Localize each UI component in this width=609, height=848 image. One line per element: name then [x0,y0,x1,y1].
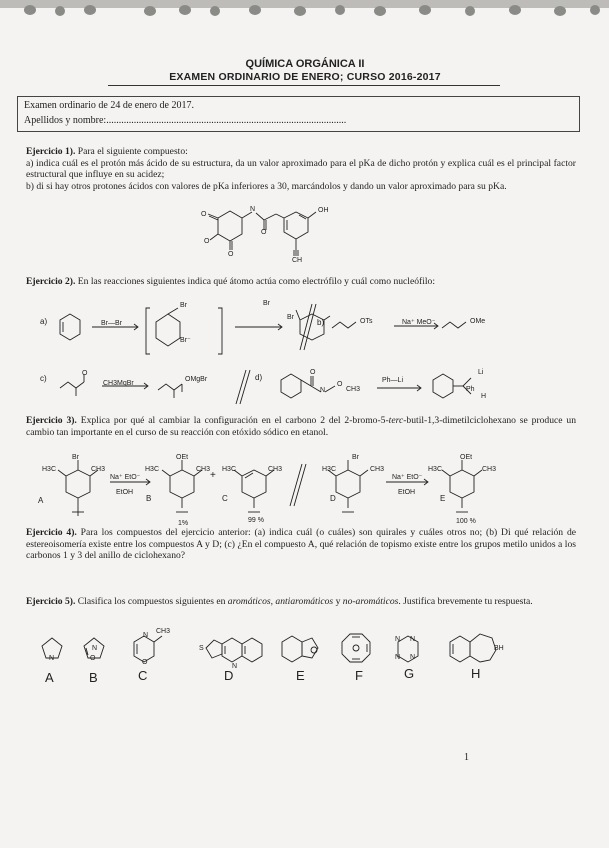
ex3-label-a: A [38,496,44,505]
reaction-d-n: N [320,387,326,394]
exercise-5-sep: , [270,596,276,607]
ex3-plus: + [210,470,216,481]
ex5-c-ch3: CH3 [156,628,171,635]
exercise-1 [26,146,576,192]
ex3-yield-b: 1% [178,520,189,527]
exercise-5-label: Ejercicio 5). [26,596,76,607]
reaction-c-label: c) [40,374,47,383]
exam-subtitle: EXAMEN ORDINARIO DE ENERO; CURSO 2016-2017 [169,71,441,83]
ex3-d-h3c: H3C [322,466,337,473]
ex3-yield-e: 100 % [456,518,476,525]
exercise-3-text-italic: terc [388,415,404,426]
ex1-atom-ch: CH [292,257,303,264]
ex5-c-n: N [143,632,149,639]
compound-label-g: G [404,666,415,681]
header-rule [108,85,500,86]
ex1-atom-n: N [250,206,256,213]
reaction-b-ome: OMe [470,318,486,325]
exercise-3-text-before: Explica por qué al cambiar la configuración en el carbono 2 del 2-bromo-5- [76,415,389,426]
student-name-line[interactable]: Apellidos y nombre:................................................................................................ [24,115,347,126]
compound-label-d: D [224,668,234,683]
ex5-g-n1: N [395,636,401,643]
reaction-d-o1: O [310,369,316,376]
ex5-b-n: N [92,645,98,652]
compound-label-a: A [45,670,54,685]
reaction-d-reagent: Ph—Li [382,377,404,384]
exercise-5-text-1: Clasifica los compuestos siguientes en [75,596,228,607]
ex1-atom-o4: O [261,229,267,236]
reaction-d-h: H [481,393,487,400]
reaction-a-reagent: Br—Br [101,320,122,327]
page-number: 1 [464,752,469,763]
reaction-c-scheme [58,368,258,408]
ex5-g-n4: N [410,654,416,661]
exam-date-line: Examen ordinario de 24 de enero de 2017. [24,100,194,111]
ex3-label-b: B [146,494,152,503]
ex5-g-n2: N [410,636,416,643]
ex5-d-s: S [199,645,204,652]
reaction-b-reagent: Na⁺ MeO⁻ [402,319,436,326]
exam-title: QUÍMICA ORGÁNICA II [245,58,365,70]
exercise-2-label: Ejercicio 2). [26,276,76,287]
reaction-d-och3: O [337,381,343,388]
reaction-a-product-br2: Br [287,314,294,321]
ex1-atom-o1: O [201,211,207,218]
ex5-b-o: O [90,655,96,662]
exercise-5-and: y [333,596,343,607]
exercise-2-text: En las reacciones siguientes indica qué átomo actúa como electrófilo y cuál como nucleófilo: [75,276,436,287]
reaction-c-reagent: CH3MgBr [103,380,134,387]
ex3-d-br: Br [352,454,359,461]
exercise-2 [26,276,576,288]
exercise-1-part-a: a) indica cuál es el protón más ácido de su estructura, da un valor aproximado para el pKa de dicho protón y explica cuál es el principal factor estructural que influye en su acidez; [26,157,576,181]
student-info-box [17,96,580,132]
exercise-5-antiaromatic: antiaromáticos [275,596,334,607]
reaction-c-omgbr: OMgBr [185,376,208,383]
ex3-b-oet: OEt [176,454,189,461]
reaction-d-label: d) [255,373,263,382]
ex3-label-e: E [440,494,446,503]
reaction-c-o: O [82,370,88,377]
exercise-3-label: Ejercicio 3). [26,415,77,426]
exercise-4-text: Para los compuestos del ejercicio anterior: (a) indica cuál (o cuáles) son quirales y cuáles otros no; (b) Di qué relación de estereoisomería existe entre los compuestos A y D; (c) ¿En el compuesto A, qué relación de topismo existe entre los grupos metilo unidos a los carbonos 1 y 3 del anillo de ciclohexano? [26,527,576,562]
reaction-a-label: a) [40,317,48,326]
ex3-label-c: C [222,494,228,503]
reaction-d-ph: Ph [466,386,475,393]
exercise-5-aromatic: aromáticos [227,596,271,607]
ex5-c-o: O [142,659,148,666]
ex5-h-bh: BH [494,645,504,652]
ex5-d-n: N [232,663,238,670]
ex3-reagent-2a: EtOH [116,489,134,496]
exercise-5-nonaromatic: no-aromáticos [342,596,399,607]
reaction-d-li: Li [478,369,484,376]
compound-label-f: F [355,668,363,683]
exercise-1-structure [200,206,340,276]
ex3-c-ch3: CH3 [268,466,283,473]
ex3-reagent-1b: Na⁺ EtO⁻ [392,474,423,481]
ex3-b-ch3: CH3 [196,466,211,473]
ex3-reagent-1a: Na⁺ EtO⁻ [110,474,141,481]
ex3-e-h3c: H3C [428,466,443,473]
ex3-b-h3c: H3C [145,466,160,473]
ex3-c-h3c: H3C [222,466,237,473]
ex3-e-ch3: CH3 [482,466,497,473]
compound-label-b: B [89,670,98,685]
ex1-atom-o2: O [204,238,210,245]
exercise-4-label: Ejercicio 4). [26,527,77,538]
ex3-label-d: D [330,494,336,503]
ex1-atom-o3: O [228,251,234,258]
ex5-a-n: N [49,655,55,662]
ex3-yield-c: 99 % [248,517,264,524]
ex5-g-n3: N [395,654,401,661]
reaction-b-ots: OTs [360,318,373,325]
exercise-1-label: Ejercicio 1). [26,146,76,157]
ex1-atom-oh: OH [318,207,329,214]
ex3-a-h3c: H3C [42,466,57,473]
exercise-5 [26,596,576,608]
exercise-4 [26,527,576,562]
scan-top-strip [0,0,609,26]
ex3-reagent-2b: EtOH [398,489,416,496]
reaction-b-scheme [330,312,500,342]
exercise-1-part-b: b) di si hay otros protones ácidos con valores de pKa inferiores a 30, marcándolos y dando un valor aproximado para su pKa. [26,180,507,192]
ex3-d-ch3: CH3 [370,466,385,473]
reaction-a-br-ion: Br⁻ [180,337,191,344]
exercise-3-text-after: -butil-1,3-dimetilciclohexano se produce un cambio tan importante en el curso de su reacción con etóxido sódico en etanol. [26,415,577,438]
reaction-a-product-br1: Br [263,300,270,307]
exercise-1-intro: Para el siguiente compuesto: [75,146,188,157]
reaction-b-label: b) [317,318,325,327]
compound-label-e: E [296,668,305,683]
exercise-3 [26,415,576,438]
compound-label-c: C [138,668,148,683]
ex3-e-oet: OEt [460,454,473,461]
reaction-d-ch3: CH3 [346,386,361,393]
reaction-a-br-bridge: Br [180,302,187,309]
exercise-5-end: . Justifica brevemente tu respuesta. [398,596,533,607]
double-slash-divider [298,302,318,352]
exercise-5-compounds [30,628,560,688]
compound-label-h: H [471,666,481,681]
ex3-a-br: Br [72,454,79,461]
ex3-a-ch3: CH3 [91,466,106,473]
